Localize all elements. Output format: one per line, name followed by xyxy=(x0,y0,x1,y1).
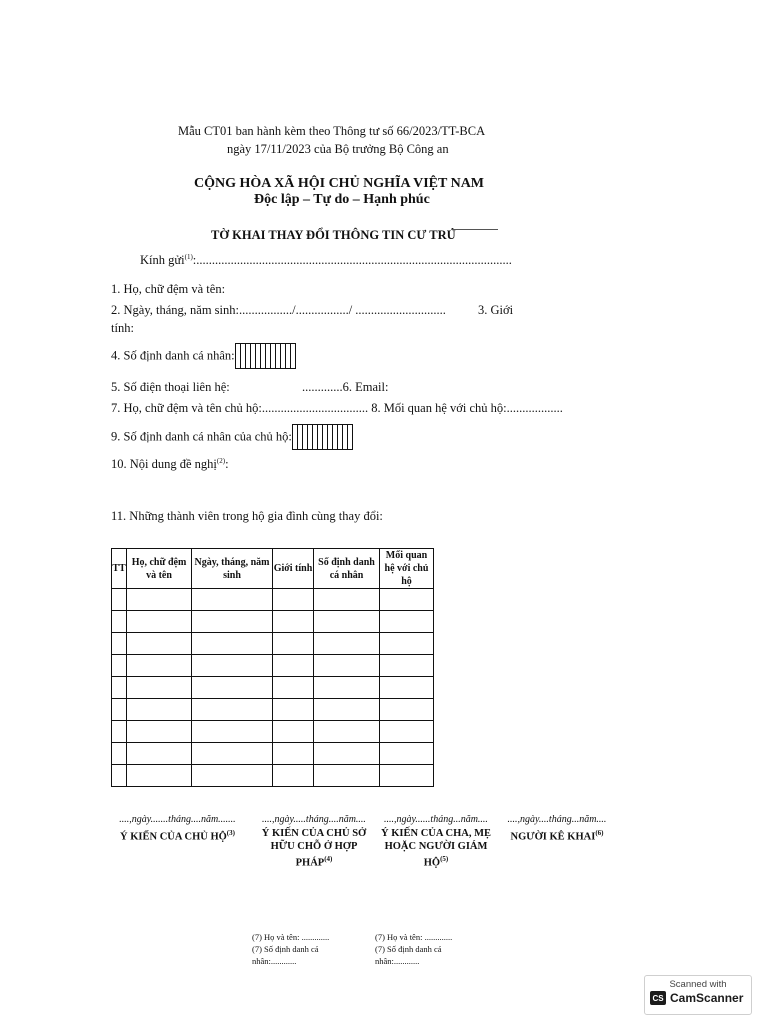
signature-title: Ý KIẾN CỦA CHỦ SỞ HỮU CHỖ Ở HỢP PHÁP$^{(4)}$ xyxy=(261,828,367,869)
table-row[interactable] xyxy=(112,633,434,655)
signature-date: ....,ngày......tháng...năm.... xyxy=(384,814,488,825)
table-row[interactable] xyxy=(112,589,434,611)
col-tt: TT xyxy=(112,549,127,589)
field-gender: 3. Giới xyxy=(478,303,514,317)
personal-id-boxes[interactable] xyxy=(235,343,296,369)
title-underline xyxy=(452,229,498,230)
footnote-left xyxy=(252,931,329,967)
table-row[interactable] xyxy=(112,743,434,765)
table-row[interactable] xyxy=(112,655,434,677)
footnote-id: (7) Số định danh cá xyxy=(252,944,319,954)
recipient-line xyxy=(140,253,512,268)
signature-title: Ý KIẾN CỦA CHA, MẸ HOẶC NGƯỜI GIÁM HỘ$^{(5)}$ xyxy=(381,828,491,869)
field-date-of-birth: 2. Ngày, tháng, năm sinh:................./................./ ............................. xyxy=(111,303,446,317)
col-gender: Giới tính xyxy=(273,549,314,589)
members-table xyxy=(111,548,434,787)
recipient-label: Kính gửi xyxy=(140,253,185,268)
form-reference-line1: Mẫu CT01 ban hành kèm theo Thông tư số 66/2023/TT-BCA xyxy=(178,124,486,138)
recipient-sup: (1) xyxy=(184,253,193,261)
personal-id-label: 4. Số định danh cá nhân: xyxy=(111,348,235,363)
head-id-boxes[interactable] xyxy=(292,424,353,450)
field-email: .............6. Email: xyxy=(302,380,389,394)
footnote-name: (7) Họ và tên: ............. xyxy=(252,932,330,942)
field-full-name: 1. Họ, chữ đệm và tên: xyxy=(111,282,226,296)
table-row[interactable] xyxy=(112,699,434,721)
footnote-name: (7) Họ và tên: ............. xyxy=(375,932,453,942)
footnote-right xyxy=(375,931,452,967)
table-row[interactable] xyxy=(112,611,434,633)
signature-household-head xyxy=(110,814,245,844)
col-name: Họ, chữ đệm và tên xyxy=(127,549,192,589)
signature-date: ....,ngày.......tháng....năm....... xyxy=(119,814,236,825)
signature-title: NGƯỜI KÊ KHAI$^{(6)}$ xyxy=(510,829,604,843)
nation-name: CỘNG HÒA XÃ HỘI CHỦ NGHĨA VIỆT NAM xyxy=(194,176,485,191)
footnote-id-cont: nhân:............ xyxy=(375,956,420,966)
signature-date: ....,ngày.....tháng....năm.... xyxy=(262,814,366,825)
table-row[interactable] xyxy=(112,677,434,699)
field-gender-cont: tính: xyxy=(111,321,134,335)
table-row[interactable] xyxy=(112,765,434,787)
request-label: 10. Nội dung đề nghị xyxy=(111,457,217,472)
field-personal-id xyxy=(111,343,296,369)
signature-date: ....,ngày....tháng...năm.... xyxy=(507,814,607,825)
form-reference-line2: ngày 17/11/2023 của Bộ trưởng Bộ Công an xyxy=(227,142,449,156)
footnote-id: (7) Số định danh cá xyxy=(375,944,442,954)
col-dob: Ngày, tháng, năm sinh xyxy=(192,549,273,589)
camscanner-watermark xyxy=(644,975,752,1015)
signature-declarant xyxy=(498,814,616,844)
field-household-head: 7. Họ, chữ đệm và tên chủ hộ:.................................. 8. Mối quan hệ với chủ hộ:.................. xyxy=(111,401,563,415)
field-request-content xyxy=(111,457,229,472)
signature-title: Ý KIẾN CỦA CHỦ HỘ$^{(3)}$ xyxy=(120,829,235,843)
field-members-title: 11. Những thành viên trong hộ gia đình cùng thay đổi: xyxy=(111,509,383,523)
request-colon: : xyxy=(225,457,229,472)
signature-guardian xyxy=(375,814,497,870)
camscanner-name: CamScanner xyxy=(670,991,744,1005)
national-motto: Độc lập – Tự do – Hạnh phúc xyxy=(254,192,430,207)
camscanner-logo-icon: CS xyxy=(650,991,666,1005)
col-id: Số định danh cá nhân xyxy=(314,549,380,589)
signature-residence-owner xyxy=(252,814,376,870)
field-head-id xyxy=(111,424,353,450)
recipient-dots: :..................................................................................................... xyxy=(192,253,512,268)
footnote-id-cont: nhân:............ xyxy=(252,956,297,966)
col-relation: Mối quan hệ với chủ hộ xyxy=(380,549,434,589)
request-sup: (2) xyxy=(216,457,226,465)
field-phone: 5. Số điện thoại liên hệ: xyxy=(111,380,230,394)
head-id-label: 9. Số định danh cá nhân của chủ hộ: xyxy=(111,429,292,444)
table-row[interactable] xyxy=(112,721,434,743)
scanned-with-text: Scanned with xyxy=(669,979,727,990)
table-header-row xyxy=(112,549,434,589)
document-title: TỜ KHAI THAY ĐỔI THÔNG TIN CƯ TRÚ xyxy=(211,228,456,242)
